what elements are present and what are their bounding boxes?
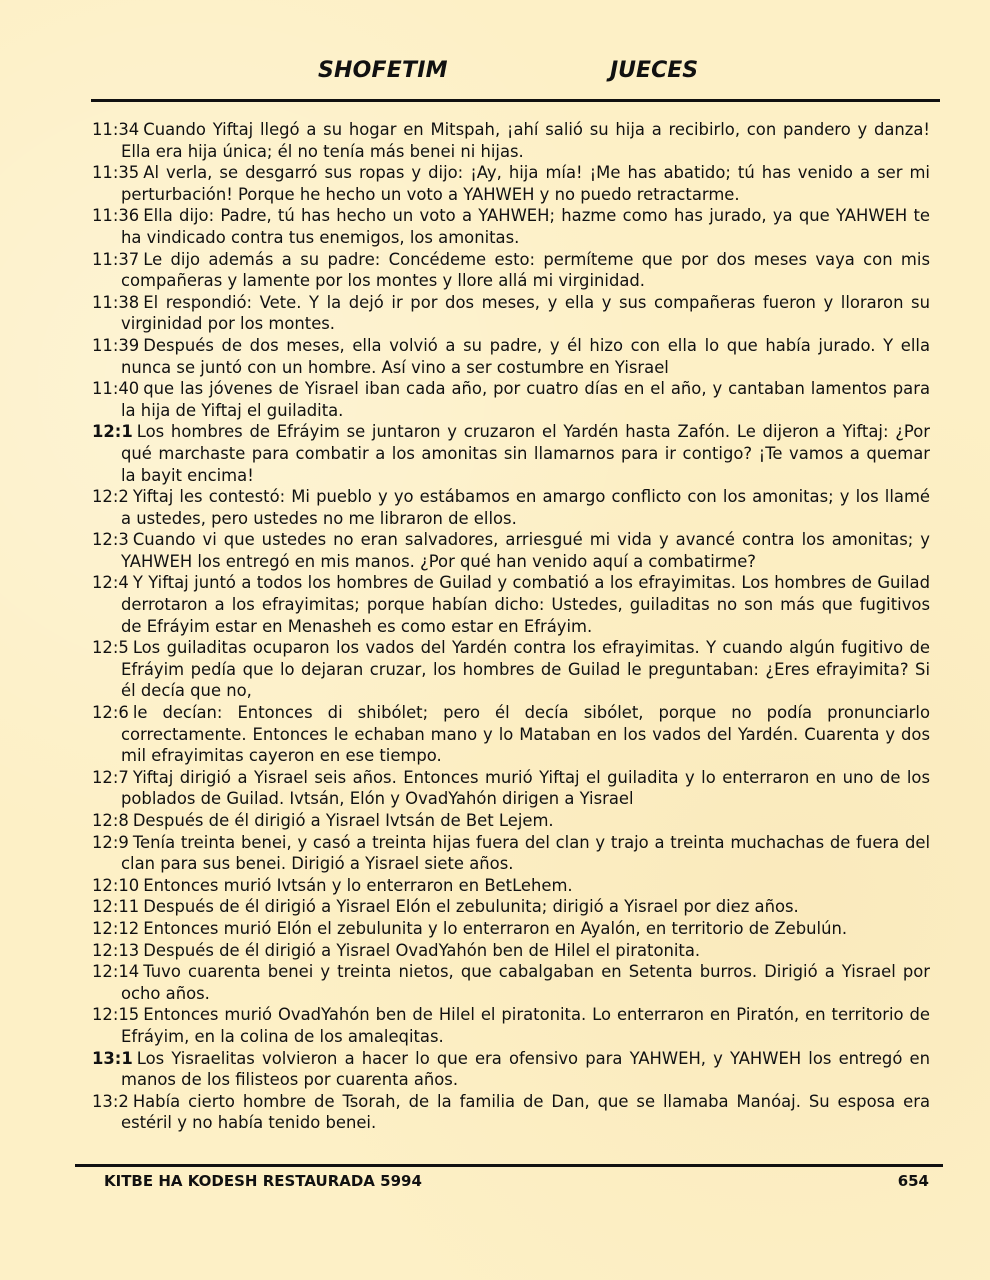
verse xyxy=(92,335,930,378)
verse xyxy=(92,205,930,248)
verse xyxy=(92,1091,930,1134)
verse-text: Entonces murió OvadYahón ben de Hilel el piratonita. Lo enterraron en Piratón, en territorio de Efráyim, en la colina de los amaleqitas. xyxy=(121,1005,930,1046)
verse-ref: 12:4 xyxy=(92,573,129,593)
verse-ref: 12:10 xyxy=(92,875,140,895)
spanish-book-title: JUECES xyxy=(610,58,699,83)
verse-text: Tenía treinta benei, y casó a treinta hijas fuera del clan y trajo a treinta muchachas de fuera del clan para sus benei. Dirigió a Yisrael siete años. xyxy=(121,832,930,874)
verse-text: El respondió: Vete. Y la dejó ir por dos meses, y ella y sus compañeras fueron y lloraron su virginidad por los montes. xyxy=(121,292,930,334)
verse-text: Había cierto hombre de Tsorah, de la familia de Dan, que se llamaba Manóaj. Su esposa era estéril y no había tenido benei. xyxy=(121,1091,930,1133)
verse xyxy=(92,249,930,292)
verse xyxy=(92,767,930,810)
verse-text: Los Yisraelitas volvieron a hacer lo que era ofensivo para YAHWEH, y YAHWEH los entregó en manos de los filisteos por cuarenta años. xyxy=(121,1048,930,1090)
verse-ref: 11:35 xyxy=(92,163,140,183)
verse-ref: 12:13 xyxy=(92,940,140,960)
verse-text: que las jóvenes de Yisrael iban cada año, por cuatro días en el año, y cantaban lamentos para la hija de Yiftaj el guiladita. xyxy=(121,379,930,420)
verse-text: Después de él dirigió a Yisrael OvadYahón ben de Hilel el piratonita. xyxy=(143,940,701,960)
verse xyxy=(92,896,930,918)
verse-text: Cuando Yiftaj llegó a su hogar en Mitspah, ¡ahí salió su hija a recibirlo, con pandero y danza! Ella era hija única; él no tenía más benei ni hijas. xyxy=(121,120,930,161)
verse-ref: 12:5 xyxy=(92,638,129,658)
verse-ref: 11:38 xyxy=(92,292,140,312)
verse-ref: 13:2 xyxy=(92,1091,129,1111)
verse xyxy=(92,940,930,962)
verse xyxy=(92,875,930,897)
footer-divider xyxy=(75,1164,943,1167)
verse-ref: 12:14 xyxy=(92,962,140,982)
verse-ref: 11:39 xyxy=(92,335,140,355)
verse xyxy=(92,421,930,486)
header-divider xyxy=(91,99,940,102)
page-footer xyxy=(0,1172,990,1196)
verse-text: Entonces murió Ivtsán y lo enterraron en BetLehem. xyxy=(143,875,573,895)
verse-text: Entonces murió Elón el zebulunita y lo enterraron en Ayalón, en territorio de Zebulún. xyxy=(143,918,848,938)
verse xyxy=(92,292,930,335)
verse-ref: 11:36 xyxy=(92,206,140,226)
verse xyxy=(92,1048,930,1091)
verse-ref: 11:34 xyxy=(92,120,140,139)
verse-text: Le dijo además a su padre: Concédeme esto: permíteme que por dos meses vaya con mis compañeras y lamente por los montes y llore allá mi virginidad. xyxy=(121,249,930,291)
verse-ref: 12:2 xyxy=(92,487,129,507)
verse xyxy=(92,1004,930,1047)
verse xyxy=(92,702,930,767)
verse xyxy=(92,162,930,205)
verse xyxy=(92,637,930,702)
chapter-start-ref: 12:1 xyxy=(92,422,133,442)
page-number: 654 xyxy=(897,1172,929,1190)
verse-ref: 12:6 xyxy=(92,703,129,723)
page-header xyxy=(0,58,990,90)
verse-ref: 12:3 xyxy=(92,530,129,550)
verse-list xyxy=(92,119,930,1134)
verse-ref: 11:40 xyxy=(92,379,140,399)
verse-ref: 12:7 xyxy=(92,767,129,787)
verse-text: Tuvo cuarenta benei y treinta nietos, que cabalgaban en Setenta burros. Dirigió a Yisrael por ocho años. xyxy=(121,962,930,1003)
verse-text: Ella dijo: Padre, tú has hecho un voto a YAHWEH; hazme como has jurado, ya que YAHWEH te ha vindicado contra tus enemigos, los amonitas. xyxy=(121,206,930,247)
verse-text: Los hombres de Efráyim se juntaron y cruzaron el Yardén hasta Zafón. Le dijeron a Yiftaj: ¿Por qué marchaste para combatir a los amonitas sin llamarnos para ir contigo? ¡Te vamos a quemar la bayit encima! xyxy=(121,422,930,485)
chapter-start-ref: 13:1 xyxy=(92,1048,133,1068)
verse xyxy=(92,529,930,572)
verse-text: Después de él dirigió a Yisrael Elón el zebulunita; dirigió a Yisrael por diez años. xyxy=(143,897,799,917)
verse xyxy=(92,378,930,421)
verse-text: Los guiladitas ocuparon los vados del Yardén contra los efrayimitas. Y cuando algún fugitivo de Efráyim pedía que lo dejaran cruzar, los hombres de Guilad le preguntaban: ¿Eres efrayimita? Si él decía que no, xyxy=(121,638,930,701)
verse-ref: 12:15 xyxy=(92,1005,140,1025)
footer-book-title: KITBE HA KODESH RESTAURADA 5994 xyxy=(104,1172,422,1190)
verse xyxy=(92,572,930,637)
verse-text: Después de él dirigió a Yisrael Ivtsán de Bet Lejem. xyxy=(132,811,554,830)
verse xyxy=(92,961,930,1004)
verse xyxy=(92,918,930,940)
verse-text: Yiftaj dirigió a Yisrael seis años. Entonces murió Yiftaj el guiladita y lo enterraron en uno de los poblados de Guilad. Ivtsán, Elón y OvadYahón dirigen a Yisrael xyxy=(121,767,930,809)
verse-text: Yiftaj les contestó: Mi pueblo y yo estábamos en amargo conflicto con los amonitas; y los llamé a ustedes, pero ustedes no me libraron de ellos. xyxy=(121,487,930,528)
verse-text: Al verla, se desgarró sus ropas y dijo: ¡Ay, hija mía! ¡Me has abatido; tú has venido a ser mi perturbación! Porque he hecho un voto a YAHWEH y no puedo retractarme. xyxy=(121,163,930,204)
verse-text: Después de dos meses, ella volvió a su padre, y él hizo con ella lo que había jurado. Y ella nunca se juntó con un hombre. Así vino a ser costumbre en Yisrael xyxy=(121,335,930,377)
verse-ref: 12:8 xyxy=(92,811,129,830)
verse-text: Cuando vi que ustedes no eran salvadores, arriesgué mi vida y avancé contra los amonitas; y YAHWEH los entregó en mis manos. ¿Por qué han venido aquí a combatirme? xyxy=(121,530,930,571)
verse-text: le decían: Entonces di shibólet; pero él decía sibólet, porque no podía pronunciarlo correctamente. Entonces le echaban mano y lo Mataban en los vados del Yardén. Cuarenta y dos mil efrayimitas cayeron en ese tiempo. xyxy=(121,703,930,766)
verse-ref: 12:9 xyxy=(92,832,129,852)
hebrew-book-title: SHOFETIM xyxy=(318,58,448,83)
verse xyxy=(92,486,930,529)
verse xyxy=(92,810,930,832)
verse-ref: 12:11 xyxy=(92,897,140,917)
verse xyxy=(92,119,930,162)
verse-text: Y Yiftaj juntó a todos los hombres de Guilad y combatió a los efrayimitas. Los hombres de Guilad derrotaron a los efrayimitas; porque habían dicho: Ustedes, guiladitas no son más que fugitivos de Efráyim estar en Menasheh es como estar en Efráyim. xyxy=(121,573,930,636)
verse-ref: 11:37 xyxy=(92,249,140,269)
verse xyxy=(92,832,930,875)
verse-ref: 12:12 xyxy=(92,918,140,938)
